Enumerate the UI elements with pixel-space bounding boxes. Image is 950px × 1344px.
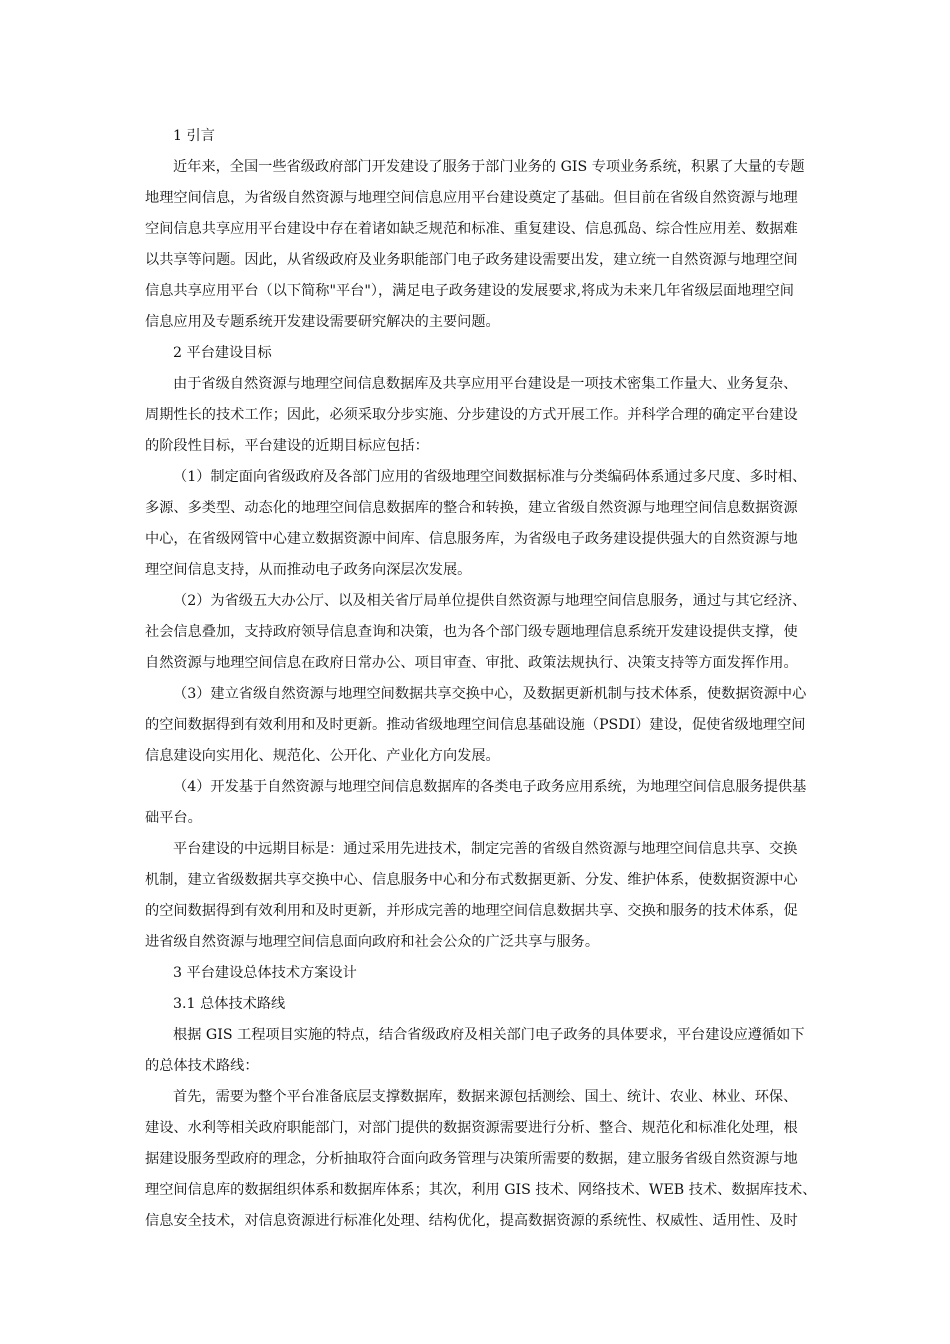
text-line: 地理空间信息，为省级自然资源与地理空间信息应用平台建设奠定了基础。但目前在省级自然资源与地理 [145, 190, 798, 206]
text-line: 自然资源与地理空间信息在政府日常办公、项目审查、审批、政策法规执行、决策支持等方面发挥作用。 [145, 655, 798, 671]
section-heading: 1 引言 [173, 128, 215, 144]
text-line: 进省级自然资源与地理空间信息面向政府和社会公众的广泛共享与服务。 [145, 934, 600, 950]
text-line: 理空间信息支持，从而推动电子政务向深层次发展。 [145, 562, 472, 578]
text-line: 根据 GIS 工程项目实施的特点，结合省级政府及相关部门电子政务的具体要求，平台建设应遵循如下 [173, 1027, 805, 1043]
text-line: （3）建立省级自然资源与地理空间数据共享交换中心，及数据更新机制与技术体系，使数据资源中心 [173, 686, 807, 702]
text-line: 的总体技术路线： [145, 1058, 259, 1074]
text-line: 的阶段性目标，平台建设的近期目标应包括： [145, 438, 429, 454]
text-line: 平台建设的中远期目标是：通过采用先进技术，制定完善的省级自然资源与地理空间信息共享、交换 [173, 841, 798, 857]
document-body [145, 121, 835, 1237]
text-line: 以共享等问题。因此，从省级政府及业务职能部门电子政务建设需要出发，建立统一自然资源与地理空间 [145, 252, 798, 268]
text-line: 的空间数据得到有效利用和及时更新，并形成完善的地理空间信息数据共享、交换和服务的技术体系，促 [145, 903, 798, 919]
text-line: 社会信息叠加，支持政府领导信息查询和决策，也为各个部门级专题地理信息系统开发建设提供支撑，使 [145, 624, 798, 640]
text-line: （2）为省级五大办公厅、以及相关省厅局单位提供自然资源与地理空间信息服务，通过与其它经济、 [173, 593, 807, 609]
text-line: 信息建设向实用化、规范化、公开化、产业化方向发展。 [145, 748, 500, 764]
text-line: 由于省级自然资源与地理空间信息数据库及共享应用平台建设是一项技术密集工作量大、业务复杂、 [173, 376, 798, 392]
text-line: （4）开发基于自然资源与地理空间信息数据库的各类电子政务应用系统，为地理空间信息服务提供基 [173, 779, 807, 795]
text-line: 多源、多类型、动态化的地理空间信息数据库的整合和转换，建立省级自然资源与地理空间信息数据资源 [145, 500, 798, 516]
section-heading: 2 平台建设目标 [173, 345, 272, 361]
text-line: 机制，建立省级数据共享交换中心、信息服务中心和分布式数据更新、分发、维护体系，使数据资源中心 [145, 872, 798, 888]
text-line: 近年来，全国一些省级政府部门开发建设了服务于部门业务的 GIS 专项业务系统，积累了大量的专题 [173, 159, 805, 175]
section-heading: 3.1 总体技术路线 [173, 996, 286, 1012]
text-line: 的空间数据得到有效利用和及时更新。推动省级地理空间信息基础设施（PSDI）建设，促使省级地理空间 [145, 717, 806, 733]
text-line: 理空间信息库的数据组织体系和数据库体系；其次，利用 GIS 技术、网络技术、WEB 技术、数据库技术、 [145, 1182, 817, 1198]
text-line: 建设、水利等相关政府职能部门，对部门提供的数据资源需要进行分析、整合、规范化和标准化处理，根 [145, 1120, 798, 1136]
text-line: 础平台。 [145, 810, 202, 826]
text-line: 信息应用及专题系统开发建设需要研究解决的主要问题。 [145, 314, 500, 330]
text-line: 信息安全技术，对信息资源进行标准化处理、结构优化，提高数据资源的系统性、权威性、适用性、及时 [145, 1213, 798, 1229]
text-line: 信息共享应用平台（以下简称"平台"），满足电子政务建设的发展要求,将成为未来几年省级层面地理空间 [145, 283, 794, 299]
text-line: 首先，需要为整个平台准备底层支撑数据库，数据来源包括测绘、国土、统计、农业、林业、环保、 [173, 1089, 798, 1105]
section-heading: 3 平台建设总体技术方案设计 [173, 965, 357, 981]
text-line: （1）制定面向省级政府及各部门应用的省级地理空间数据标准与分类编码体系通过多尺度、多时相、 [173, 469, 807, 485]
text-line: 中心，在省级网管中心建立数据资源中间库、信息服务库，为省级电子政务建设提供强大的自然资源与地 [145, 531, 798, 547]
text-line: 周期性长的技术工作；因此，必须采取分步实施、分步建设的方式开展工作。并科学合理的确定平台建设 [145, 407, 798, 423]
text-line: 空间信息共享应用平台建设中存在着诸如缺乏规范和标准、重复建设、信息孤岛、综合性应用差、数据难 [145, 221, 798, 237]
text-line: 据建设服务型政府的理念，分析抽取符合面向政务管理与决策所需要的数据，建立服务省级自然资源与地 [145, 1151, 798, 1167]
